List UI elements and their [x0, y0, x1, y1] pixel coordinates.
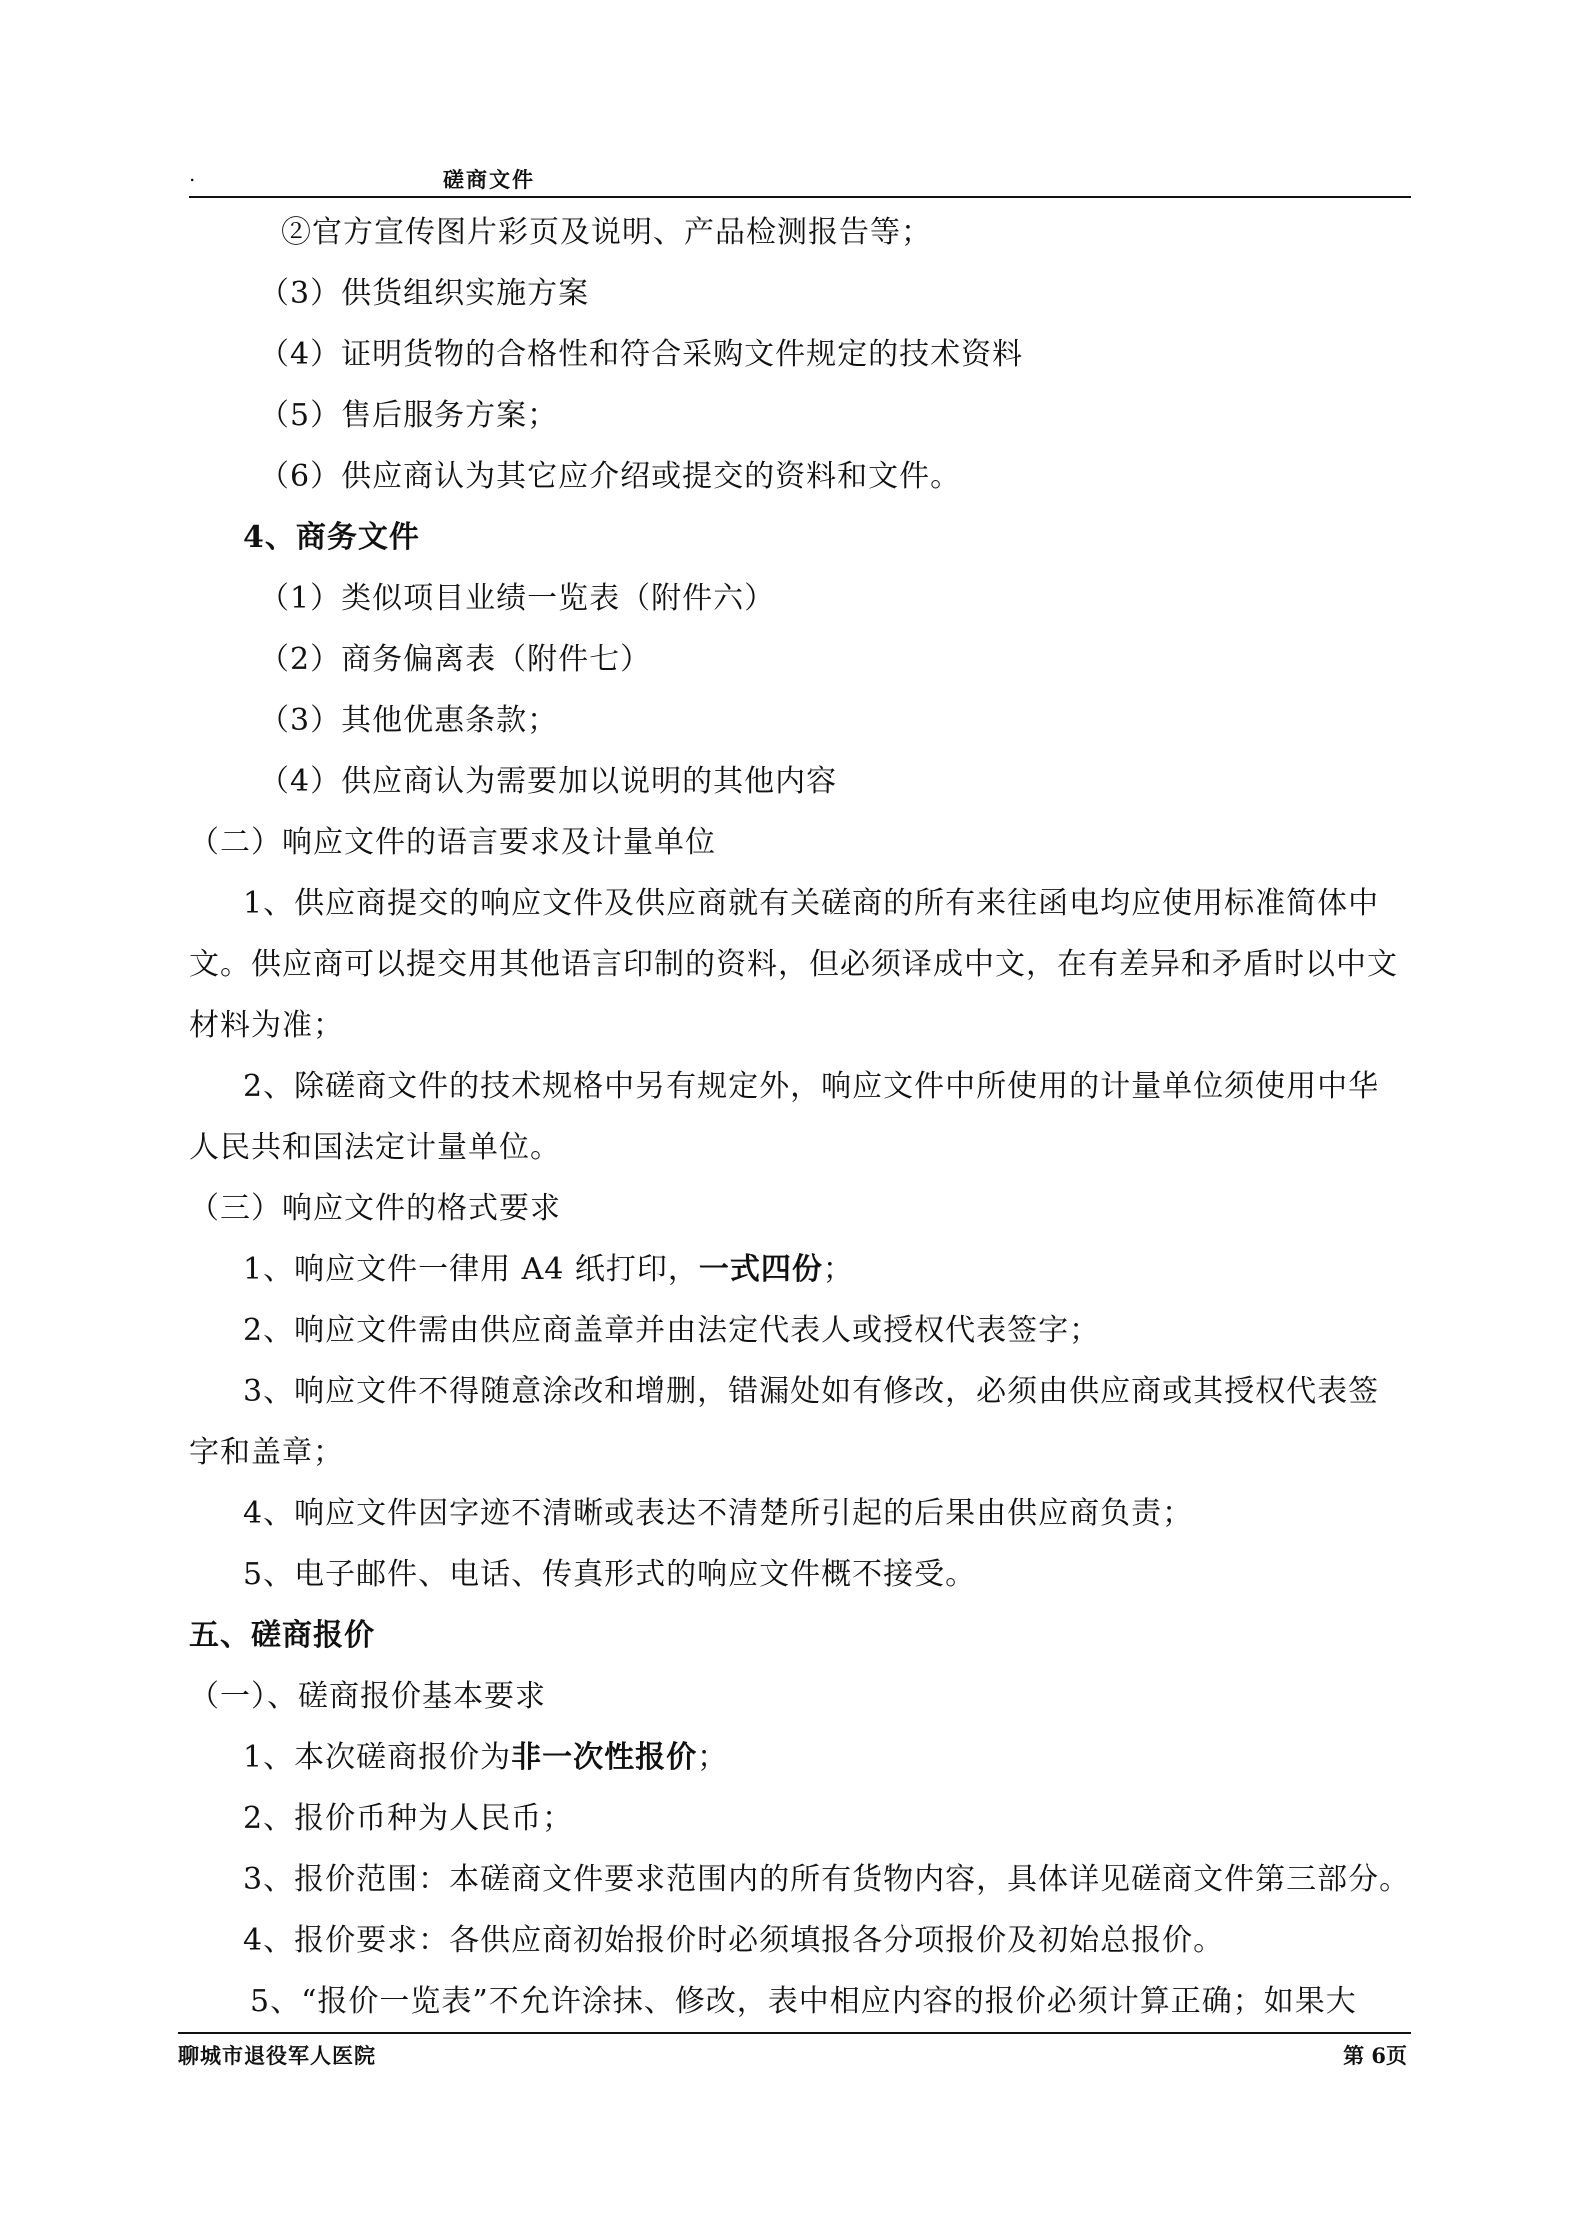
line-18-end: ； [822, 1252, 854, 1287]
line-16: 人民共和国法定计量单位。 [189, 1130, 561, 1165]
line-5: （6）供应商认为其它应介绍或提交的资料和文件。 [259, 459, 962, 494]
section-heading-business: 4、商务文件 [243, 520, 420, 555]
section-heading-quote: 五、磋商报价 [189, 1618, 375, 1653]
page-footer [178, 2032, 1411, 2074]
line-3: （4）证明货物的合格性和符合采购文件规定的技术资料 [259, 337, 1024, 372]
page-header [189, 158, 1411, 198]
line-12: 1、供应商提交的响应文件及供应商就有关磋商的所有来往函电均应使用标准简体中 [243, 886, 1380, 921]
line-29: 4、报价要求：各供应商初始报价时必须填报各分项报价及初始总报价。 [243, 1923, 1225, 1958]
line-23: 5、电子邮件、电话、传真形式的响应文件概不接受。 [243, 1557, 977, 1592]
line-4: （5）售后服务方案； [259, 398, 559, 433]
footer-page-number: 第 6页 [1343, 2043, 1407, 2068]
line-30: 5、“报价一览表”不允许涂抹、修改，表中相应内容的报价必须计算正确；如果大 [250, 1984, 1357, 2019]
subsection-heading-language: （二）响应文件的语言要求及计量单位 [189, 825, 716, 860]
line-28: 3、报价范围：本磋商文件要求范围内的所有货物内容，具体详见磋商文件第三部分。 [243, 1862, 1411, 1897]
line-2: （3）供货组织实施方案 [259, 276, 590, 311]
line-22: 4、响应文件因字迹不清晰或表达不清楚所引起的后果由供应商负责； [243, 1496, 1194, 1531]
line-18 [243, 1250, 854, 1290]
line-26 [243, 1738, 728, 1778]
line-15: 2、除磋商文件的技术规格中另有规定外，响应文件中所使用的计量单位须使用中华 [243, 1069, 1380, 1104]
line-18-bold: 一式四份 [698, 1252, 823, 1287]
line-26-text: 1、本次磋商报价为 [243, 1740, 512, 1775]
line-7: （1）类似项目业绩一览表（附件六） [259, 581, 776, 616]
line-26-end: ； [697, 1740, 729, 1775]
line-8: （2）商务偏离表（附件七） [259, 642, 652, 677]
line-10: （4）供应商认为需要加以说明的其他内容 [259, 764, 838, 799]
line-13: 文。供应商可以提交用其他语言印制的资料，但必须译成中文，在有差异和矛盾时以中文 [189, 947, 1398, 982]
line-9: （3）其他优惠条款； [259, 703, 559, 738]
line-26-bold: 非一次性报价 [511, 1740, 698, 1775]
line-20: 3、响应文件不得随意涂改和增删，错漏处如有修改，必须由供应商或其授权代表签 [243, 1374, 1380, 1409]
line-27: 2、报价币种为人民币； [243, 1801, 574, 1836]
header-title: 磋商文件 [443, 167, 535, 192]
subsection-heading-quote-basics: （一）、磋商报价基本要求 [189, 1679, 546, 1714]
line-18-text: 1、响应文件一律用 A4 纸打印， [243, 1252, 699, 1287]
footer-org: 聊城市退役军人医院 [178, 2043, 376, 2068]
line-14: 材料为准； [189, 1008, 344, 1043]
header-dot: . [189, 162, 196, 186]
subsection-heading-format: （三）响应文件的格式要求 [189, 1191, 561, 1226]
line-21: 字和盖章； [189, 1435, 344, 1470]
line-19: 2、响应文件需由供应商盖章并由法定代表人或授权代表签字； [243, 1313, 1101, 1348]
line-1: ②官方宣传图片彩页及说明、产品检测报告等； [281, 215, 932, 250]
